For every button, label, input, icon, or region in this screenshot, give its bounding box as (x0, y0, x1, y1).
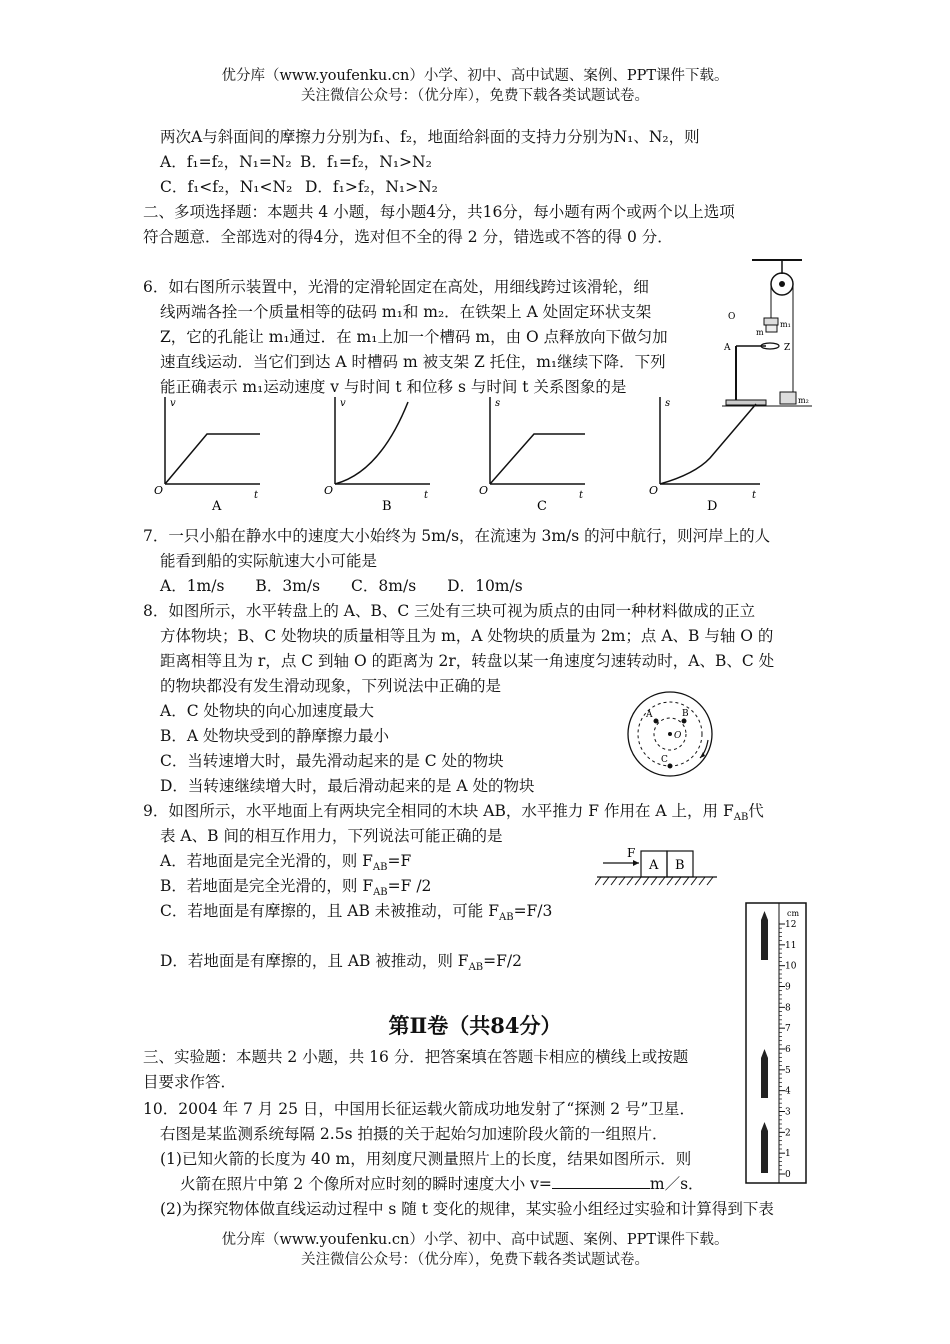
apparatus-label-o: O (728, 312, 736, 322)
blocks-label-f: F (627, 846, 636, 860)
q8-line-4: 的物块都没有发生滑动现象，下列说法中正确的是 (160, 677, 502, 695)
q9-line-2: 表 A、B 间的相互作用力，下列说法可能正确的是 (160, 827, 503, 845)
graph-a-ylabel: v (170, 398, 176, 409)
q9-line-1-end: 代 (748, 802, 764, 820)
q9-option-c-end: =F/3 (513, 902, 553, 920)
ruler-label: 8 (785, 1003, 791, 1014)
q9-option-d-sub: AB (468, 962, 484, 974)
graph-a-origin: O (154, 484, 164, 497)
disk-label-o: O (674, 731, 682, 741)
apparatus-label-m2: m₂ (798, 396, 809, 405)
graph-a (154, 397, 260, 514)
ruler-label: 3 (785, 1107, 791, 1118)
rocket-image-3 (761, 1122, 768, 1173)
graph-c (479, 397, 585, 514)
apparatus-label-a: A (724, 343, 731, 353)
q5-option-b: B．f₁=f₂，N₁>N₂ (300, 153, 432, 171)
apparatus-label-z: Z (784, 343, 791, 353)
q6-line-1: 6．如右图所示装置中，光滑的定滑轮固定在高处，用细线跨过该滑轮，细 (143, 278, 649, 296)
q10-line-4-text: 火箭在照片中第 2 个像所对应时刻的瞬时速度大小 v= (180, 1175, 552, 1193)
q10-line-1: 10．2004 年 7 月 25 日，中国用长征运载火箭成功地发射了“探测 2 号”卫星． (143, 1100, 695, 1118)
q6-line-5: 能正确表示 m₁运动速度 v 与时间 t 和位移 s 与时间 t 关系图象的是 (160, 378, 627, 396)
ruler-ticks (779, 920, 797, 1180)
q6-graphs (150, 392, 780, 517)
q9-option-a-end: =F (387, 852, 412, 870)
q9-option-a-text: A．若地面是完全光滑的，则 F (160, 852, 373, 870)
blocks-figure (595, 843, 720, 888)
section2-line-2: 符合题意．全部选对的得4分，选对但不全的得 2 分，错选或不答的得 0 分． (143, 228, 673, 246)
ruler-label: 0 (785, 1170, 791, 1180)
disk-label-c: C (661, 755, 668, 765)
q8-option-a: A．C 处物块的向心加速度最大 (160, 702, 374, 720)
header-line-1: 优分库（www.youfenku.cn）小学、初中、高中试题、案例、PPT课件下载。 (221, 68, 729, 84)
q9-option-d-text: D．若地面是有摩擦的，且 AB 被推动，则 F (160, 952, 469, 970)
disk-label-b: B (682, 709, 689, 719)
q8-option-c: C．当转速增大时，最先滑动起来的是 C 处的物块 (160, 752, 504, 770)
rocket-image-1 (761, 911, 768, 960)
q5-option-d: D．f₁>f₂，N₁>N₂ (305, 178, 438, 196)
ruler-label: 12 (785, 920, 797, 930)
graph-c-xlabel: t (579, 490, 584, 501)
q8-line-3: 距离相等且为 r，点 C 到轴 O 的距离为 2r，转盘以某一角速度匀速转动时，A、B、C 处 (160, 652, 775, 670)
part2-title: 第Ⅱ卷（共84分） (388, 1013, 562, 1038)
q6-line-3: Z，它的孔能让 m₁通过．在 m₁上加一个槽码 m，由 O 点释放向下做匀加 (160, 328, 668, 346)
rocket-ruler-figure (745, 902, 807, 1184)
ruler-label: 2 (785, 1128, 791, 1139)
blocks-label-a: A (649, 858, 659, 873)
q9-option-d (160, 950, 522, 979)
q9-option-c-sub: AB (498, 912, 514, 924)
graph-c-origin: O (479, 484, 489, 497)
ruler-label: 11 (785, 940, 797, 951)
footer-line-2: 关注微信公众号：（优分库），免费下载各类试题试卷。 (301, 1252, 649, 1268)
velocity-answer-blank[interactable] (552, 1174, 650, 1189)
q5-stem: 两次A与斜面间的摩擦力分别为f₁、f₂，地面给斜面的支持力分别为N₁、N₂，则 (160, 128, 700, 146)
graph-d-xlabel: t (752, 490, 757, 501)
ruler-label: 1 (785, 1149, 791, 1160)
ruler-unit: cm (787, 909, 800, 918)
graph-b-ylabel: v (340, 398, 346, 409)
section3-line-1: 三、实验题：本题共 2 小题，共 16 分．把答案填在答题卡相应的横线上或按题 (143, 1048, 689, 1066)
q10-line-4-unit: m／s． (649, 1175, 704, 1193)
section2-line-1: 二、多项选择题：本题共 4 小题，每小题4分，共16分，每小题有两个或两个以上选项 (143, 203, 735, 221)
graph-d-origin: O (649, 484, 659, 497)
graph-c-label: C (537, 499, 547, 514)
graph-a-label: A (212, 499, 222, 514)
q8-option-b: B．A 处物块受到的静摩擦力最小 (160, 727, 390, 745)
q8-option-d: D．当转速继续增大时，最后滑动起来的是 A 处的物块 (160, 777, 535, 795)
graph-b-label: B (382, 499, 392, 514)
q9-option-a-sub: AB (372, 862, 388, 874)
q9-option-d-end: =F/2 (483, 952, 522, 970)
q5-option-c: C．f₁<f₂，N₁<N₂ (160, 178, 293, 196)
q9-line-1-text: 9．如图所示，水平地面上有两块完全相同的木块 AB，水平推力 F 作用在 A 上，用 F (143, 802, 734, 820)
graph-b-xlabel: t (424, 490, 429, 501)
ruler-label: 4 (785, 1086, 791, 1097)
ruler-label: 9 (785, 982, 791, 993)
apparatus-label-m1: m₁ (780, 320, 791, 329)
disk-label-a: A (646, 710, 653, 720)
q10-line-2: 右图是某监测系统每隔 2.5s 拍摄的关于起始匀加速阶段火箭的一组照片． (160, 1125, 668, 1143)
ruler-label: 5 (785, 1065, 791, 1076)
q7-line-1: 7．一只小船在静水中的速度大小始终为 5m/s，在流速为 3m/s 的河中航行，则河岸上的人 (143, 527, 771, 545)
q10-line-4 (180, 1173, 704, 1195)
rocket-image-2 (761, 1049, 768, 1098)
turntable-figure (620, 690, 720, 780)
q9-option-c (160, 900, 552, 929)
q8-line-2: 方体物块；B、C 处物块的质量相等且为 m，A 处物块的质量为 2m；点 A、B 与轴 O 的 (160, 627, 774, 645)
header-line-2: 关注微信公众号：（优分库），免费下载各类试题试卷。 (301, 88, 649, 104)
graph-c-ylabel: s (495, 398, 501, 409)
q9-option-c-text: C．若地面是有摩擦的，且 AB 未被推动，可能 F (160, 902, 499, 920)
graph-d (649, 397, 760, 514)
q6-line-4: 速直线运动．当它们到达 A 时槽码 m 被支架 Z 托住，m₁继续下降．下列 (160, 353, 666, 371)
q7-line-2: 能看到船的实际航速大小可能是 (160, 552, 378, 570)
blocks-label-b: B (675, 858, 685, 873)
graph-a-xlabel: t (254, 490, 259, 501)
ruler-label: 10 (785, 961, 797, 972)
graph-d-ylabel: s (665, 398, 671, 409)
graph-d-label: D (707, 499, 718, 514)
graph-b-origin: O (324, 484, 334, 497)
ruler-label: 7 (785, 1024, 791, 1035)
q5-option-a: A．f₁=f₂，N₁=N₂ (160, 153, 292, 171)
pulley-apparatus-figure (722, 252, 812, 412)
q9-option-b-end: =F /2 (387, 877, 432, 895)
q10-line-3: (1)已知火箭的长度为 40 m，用刻度尺测量照片上的长度，结果如图所示．则 (160, 1150, 692, 1168)
q9-option-b-text: B．若地面是完全光滑的，则 F (160, 877, 374, 895)
q7-options: A．1m/s B．3m/s C．8m/s D．10m/s (160, 577, 523, 595)
section3-line-2: 目要求作答． (143, 1073, 237, 1091)
graph-b (324, 397, 430, 514)
q8-line-1: 8．如图所示，水平转盘上的 A、B、C 三处有三块可视为质点的由同一种材料做成的正立 (143, 602, 756, 620)
q9-option-b-sub: AB (373, 887, 388, 899)
q9-line-1-sub: AB (733, 812, 749, 824)
q10-line-5: (2)为探究物体做直线运动过程中 s 随 t 变化的规律，某实验小组经过实验和计算得到下表 (160, 1200, 774, 1218)
apparatus-label-m: m (756, 328, 764, 337)
footer-line-1: 优分库（www.youfenku.cn）小学、初中、高中试题、案例、PPT课件下载。 (221, 1232, 729, 1248)
q6-line-2: 线两端各拴一个质量相等的砝码 m₁和 m₂．在铁架上 A 处固定环状支架 (160, 303, 652, 321)
ruler-label: 6 (785, 1045, 791, 1055)
